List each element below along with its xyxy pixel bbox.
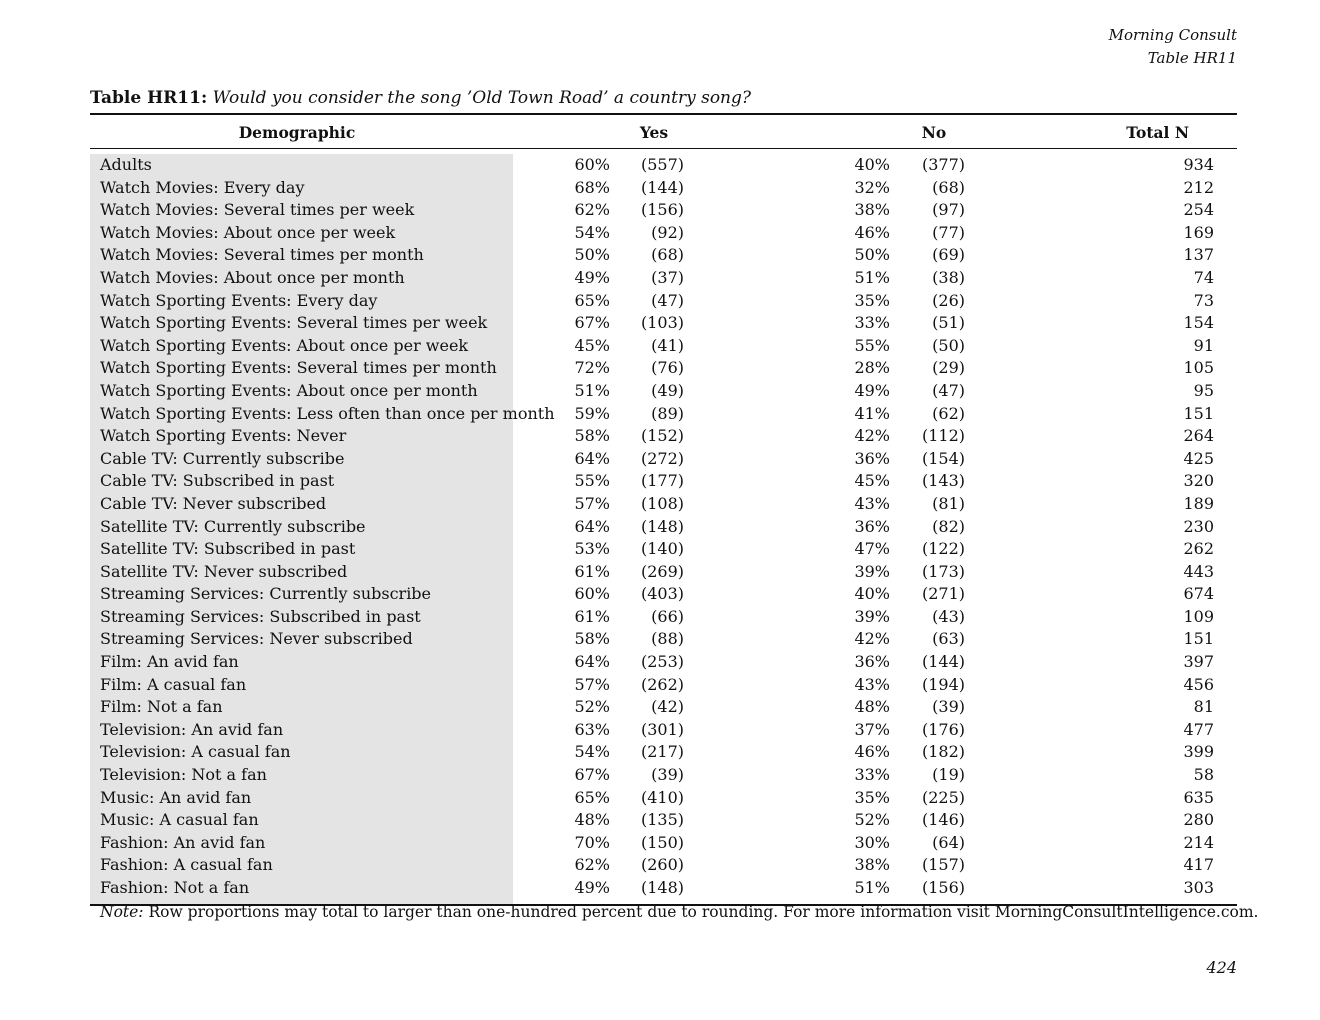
yes-percent: 65% [574, 290, 610, 310]
no-percent: 45% [854, 471, 890, 491]
row-label: Music: An avid fan [100, 787, 252, 807]
org-name: Morning Consult [1108, 26, 1237, 44]
no-count: (97) [932, 200, 965, 220]
table-row [90, 538, 1237, 561]
yes-count: (148) [640, 878, 684, 897]
no-percent: 50% [854, 245, 890, 265]
no-percent: 38% [854, 200, 890, 220]
table-row [90, 651, 1237, 674]
total-n: 109 [1183, 606, 1214, 626]
yes-percent: 55% [574, 471, 610, 491]
total-n: 425 [1183, 448, 1214, 468]
yes-count: (66) [651, 606, 684, 626]
table-row [90, 222, 1237, 245]
yes-percent: 57% [574, 674, 610, 694]
total-n: 74 [1193, 267, 1214, 287]
no-count: (81) [932, 493, 965, 513]
no-percent: 42% [854, 629, 890, 649]
row-label: Watch Sporting Events: Several times per month [100, 358, 497, 378]
table-row [90, 357, 1237, 380]
yes-percent: 54% [574, 742, 610, 762]
yes-percent: 52% [574, 697, 610, 717]
no-percent: 39% [854, 561, 890, 581]
no-count: (144) [921, 652, 965, 672]
row-label: Watch Sporting Events: Never [100, 426, 347, 446]
yes-percent: 45% [574, 335, 610, 355]
no-count: (157) [921, 855, 965, 875]
table-row [90, 312, 1237, 335]
row-label: Watch Movies: Several times per week [100, 200, 415, 220]
yes-percent: 50% [574, 245, 610, 265]
row-label: Film: Not a fan [100, 697, 223, 717]
yes-count: (217) [640, 742, 684, 762]
total-n: 262 [1183, 539, 1214, 559]
total-n: 95 [1193, 380, 1214, 400]
no-percent: 36% [854, 652, 890, 672]
no-count: (63) [932, 629, 965, 649]
row-label: Watch Sporting Events: Less often than once per month [100, 403, 555, 423]
no-count: (143) [921, 471, 965, 491]
no-percent: 46% [854, 742, 890, 762]
no-count: (62) [932, 403, 965, 423]
column-header-yes: Yes [639, 123, 669, 142]
table-row [90, 516, 1237, 539]
yes-percent: 48% [574, 810, 610, 830]
row-label: Film: An avid fan [100, 652, 239, 672]
table-body [90, 154, 1237, 904]
total-n: 443 [1183, 561, 1214, 581]
no-percent: 32% [854, 177, 890, 197]
no-count: (77) [932, 222, 965, 242]
total-n: 73 [1193, 290, 1214, 310]
no-percent: 43% [854, 674, 890, 694]
yes-count: (156) [640, 200, 684, 220]
row-label: Fashion: Not a fan [100, 878, 250, 897]
table-header-row [90, 115, 1237, 148]
row-label: Cable TV: Subscribed in past [100, 471, 335, 491]
yes-percent: 53% [574, 539, 610, 559]
row-label: Satellite TV: Currently subscribe [100, 516, 366, 536]
row-label: Streaming Services: Currently subscribe [100, 584, 432, 604]
yes-percent: 68% [574, 177, 610, 197]
yes-percent: 70% [574, 832, 610, 852]
table-row [90, 787, 1237, 810]
table-row [90, 493, 1237, 516]
yes-percent: 58% [574, 426, 610, 446]
no-count: (39) [932, 697, 965, 717]
yes-percent: 59% [574, 403, 610, 423]
column-header-demographic: Demographic [238, 123, 356, 142]
table-row [90, 809, 1237, 832]
no-count: (38) [932, 267, 965, 287]
no-percent: 49% [854, 380, 890, 400]
total-n: 154 [1183, 313, 1214, 333]
table-note [100, 903, 1258, 921]
total-n: 81 [1193, 697, 1214, 717]
yes-count: (42) [651, 697, 684, 717]
yes-percent: 65% [574, 787, 610, 807]
yes-count: (152) [640, 426, 684, 446]
no-percent: 40% [854, 584, 890, 604]
no-percent: 55% [854, 335, 890, 355]
total-n: 151 [1183, 403, 1214, 423]
no-percent: 28% [854, 358, 890, 378]
total-n: 674 [1183, 584, 1214, 604]
no-percent: 51% [854, 267, 890, 287]
row-label: Watch Sporting Events: Every day [100, 290, 378, 310]
table-row [90, 877, 1237, 900]
no-count: (50) [932, 335, 965, 355]
no-count: (377) [921, 155, 965, 174]
no-percent: 35% [854, 290, 890, 310]
table-row [90, 832, 1237, 855]
crosstab-table [90, 113, 1237, 906]
column-header-total: Total N [1126, 123, 1189, 142]
yes-count: (49) [651, 380, 684, 400]
total-n: 417 [1183, 855, 1214, 875]
yes-percent: 62% [574, 855, 610, 875]
row-label: Cable TV: Currently subscribe [100, 448, 345, 468]
yes-percent: 60% [574, 584, 610, 604]
table-row [90, 290, 1237, 313]
row-label: Watch Sporting Events: About once per week [100, 335, 469, 355]
yes-percent: 67% [574, 765, 610, 785]
no-percent: 37% [854, 719, 890, 739]
table-row [90, 741, 1237, 764]
yes-count: (253) [640, 652, 684, 672]
no-percent: 35% [854, 787, 890, 807]
yes-percent: 51% [574, 380, 610, 400]
no-count: (182) [921, 742, 965, 762]
yes-count: (92) [651, 222, 684, 242]
no-count: (26) [932, 290, 965, 310]
yes-count: (47) [651, 290, 684, 310]
row-label: Streaming Services: Never subscribed [100, 629, 413, 649]
total-n: 151 [1183, 629, 1214, 649]
yes-percent: 58% [574, 629, 610, 649]
table-title-label: Table HR11: [90, 88, 208, 108]
document-header [1109, 24, 1237, 70]
row-label: Watch Movies: About once per week [100, 222, 396, 242]
no-percent: 36% [854, 448, 890, 468]
table-row [90, 380, 1237, 403]
yes-percent: 61% [574, 606, 610, 626]
yes-percent: 62% [574, 200, 610, 220]
total-n: 477 [1183, 719, 1214, 739]
no-count: (82) [932, 516, 965, 536]
total-n: 264 [1183, 426, 1214, 446]
no-count: (29) [932, 358, 965, 378]
no-count: (271) [921, 584, 965, 604]
table-row [90, 470, 1237, 493]
row-label: Fashion: A casual fan [100, 855, 273, 875]
yes-percent: 61% [574, 561, 610, 581]
total-n: 230 [1183, 516, 1214, 536]
no-count: (156) [921, 878, 965, 897]
table-row [90, 696, 1237, 719]
yes-count: (103) [640, 313, 684, 333]
no-count: (194) [921, 674, 965, 694]
total-n: 303 [1183, 878, 1214, 897]
yes-count: (88) [651, 629, 684, 649]
table-row [90, 561, 1237, 584]
row-label: Satellite TV: Never subscribed [100, 561, 348, 581]
yes-count: (89) [651, 403, 684, 423]
no-percent: 43% [854, 493, 890, 513]
no-percent: 46% [854, 222, 890, 242]
total-n: 214 [1183, 832, 1214, 852]
yes-percent: 57% [574, 493, 610, 513]
row-label: Fashion: An avid fan [100, 832, 266, 852]
table-row [90, 606, 1237, 629]
no-count: (43) [932, 606, 965, 626]
yes-count: (140) [640, 539, 684, 559]
total-n: 58 [1193, 765, 1214, 785]
no-percent: 48% [854, 697, 890, 717]
no-count: (146) [921, 810, 965, 830]
row-label: Watch Movies: Several times per month [100, 245, 424, 265]
table-row [90, 244, 1237, 267]
no-percent: 33% [854, 765, 890, 785]
column-header-no: No [921, 123, 947, 142]
table-row [90, 425, 1237, 448]
yes-count: (301) [640, 719, 684, 739]
no-count: (225) [921, 787, 965, 807]
row-label: Watch Sporting Events: Several times per week [100, 313, 488, 333]
yes-count: (177) [640, 471, 684, 491]
row-label: Watch Movies: Every day [100, 177, 305, 197]
no-percent: 42% [854, 426, 890, 446]
row-label: Television: Not a fan [100, 765, 267, 785]
yes-count: (269) [640, 561, 684, 581]
total-n: 254 [1183, 200, 1214, 220]
no-count: (68) [932, 177, 965, 197]
row-label: Cable TV: Never subscribed [100, 493, 327, 513]
yes-count: (262) [640, 674, 684, 694]
yes-count: (41) [651, 335, 684, 355]
no-count: (112) [921, 426, 965, 446]
row-label: Television: A casual fan [100, 742, 291, 762]
table-header-rule [90, 148, 1237, 149]
yes-count: (403) [640, 584, 684, 604]
yes-percent: 67% [574, 313, 610, 333]
yes-count: (260) [640, 855, 684, 875]
note-text: Row proportions may total to larger than one-hundred percent due to rounding. For more information visit MorningConsultIntelligence.com. [148, 903, 1259, 921]
row-label: Music: A casual fan [100, 810, 259, 830]
no-percent: 47% [854, 539, 890, 559]
yes-percent: 64% [574, 516, 610, 536]
no-percent: 30% [854, 832, 890, 852]
table-row [90, 674, 1237, 697]
no-percent: 41% [854, 403, 890, 423]
no-count: (173) [921, 561, 965, 581]
no-percent: 40% [854, 155, 890, 174]
page-number: 424 [1206, 958, 1237, 977]
table-row [90, 854, 1237, 877]
no-count: (51) [932, 313, 965, 333]
yes-percent: 63% [574, 719, 610, 739]
table-row [90, 267, 1237, 290]
table-question: Would you consider the song ’Old Town Road’ a country song? [212, 88, 751, 108]
no-percent: 38% [854, 855, 890, 875]
yes-count: (557) [640, 155, 684, 174]
total-n: 397 [1183, 652, 1214, 672]
yes-percent: 49% [574, 267, 610, 287]
yes-percent: 72% [574, 358, 610, 378]
table-row [90, 335, 1237, 358]
total-n: 169 [1183, 222, 1214, 242]
row-label: Watch Movies: About once per month [100, 267, 405, 287]
total-n: 456 [1183, 674, 1214, 694]
table-title [90, 88, 751, 108]
row-label: Streaming Services: Subscribed in past [100, 606, 421, 626]
no-count: (19) [932, 765, 965, 785]
no-percent: 36% [854, 516, 890, 536]
table-row [90, 177, 1237, 200]
yes-percent: 60% [574, 155, 610, 174]
table-row [90, 719, 1237, 742]
table-row [90, 199, 1237, 222]
no-percent: 33% [854, 313, 890, 333]
no-count: (154) [921, 448, 965, 468]
total-n: 91 [1193, 335, 1214, 355]
table-row [90, 154, 1237, 177]
yes-count: (272) [640, 448, 684, 468]
total-n: 320 [1183, 471, 1214, 491]
total-n: 934 [1183, 155, 1214, 174]
yes-count: (39) [651, 765, 684, 785]
table-row [90, 628, 1237, 651]
yes-count: (37) [651, 267, 684, 287]
yes-percent: 64% [574, 448, 610, 468]
no-percent: 39% [854, 606, 890, 626]
total-n: 280 [1183, 810, 1214, 830]
no-percent: 52% [854, 810, 890, 830]
yes-count: (108) [640, 493, 684, 513]
yes-count: (76) [651, 358, 684, 378]
total-n: 105 [1183, 358, 1214, 378]
yes-count: (410) [640, 787, 684, 807]
table-row [90, 583, 1237, 606]
yes-count: (68) [651, 245, 684, 265]
row-label: Adults [100, 155, 152, 174]
table-row [90, 448, 1237, 471]
yes-count: (150) [640, 832, 684, 852]
no-count: (64) [932, 832, 965, 852]
no-count: (176) [921, 719, 965, 739]
yes-count: (135) [640, 810, 684, 830]
total-n: 635 [1183, 787, 1214, 807]
yes-percent: 54% [574, 222, 610, 242]
total-n: 137 [1183, 245, 1214, 265]
yes-count: (148) [640, 516, 684, 536]
note-label: Note: [100, 903, 144, 921]
row-label: Watch Sporting Events: About once per month [100, 380, 478, 400]
total-n: 212 [1183, 177, 1214, 197]
row-label: Satellite TV: Subscribed in past [100, 539, 356, 559]
total-n: 399 [1183, 742, 1214, 762]
yes-percent: 64% [574, 652, 610, 672]
total-n: 189 [1183, 493, 1214, 513]
no-count: (47) [932, 380, 965, 400]
row-label: Film: A casual fan [100, 674, 247, 694]
row-label: Television: An avid fan [100, 719, 284, 739]
no-count: (122) [921, 539, 965, 559]
yes-count: (144) [640, 177, 684, 197]
table-row [90, 764, 1237, 787]
no-percent: 51% [854, 878, 890, 897]
no-count: (69) [932, 245, 965, 265]
yes-percent: 49% [574, 878, 610, 897]
table-reference: Table HR11 [1147, 49, 1237, 67]
table-row [90, 403, 1237, 426]
